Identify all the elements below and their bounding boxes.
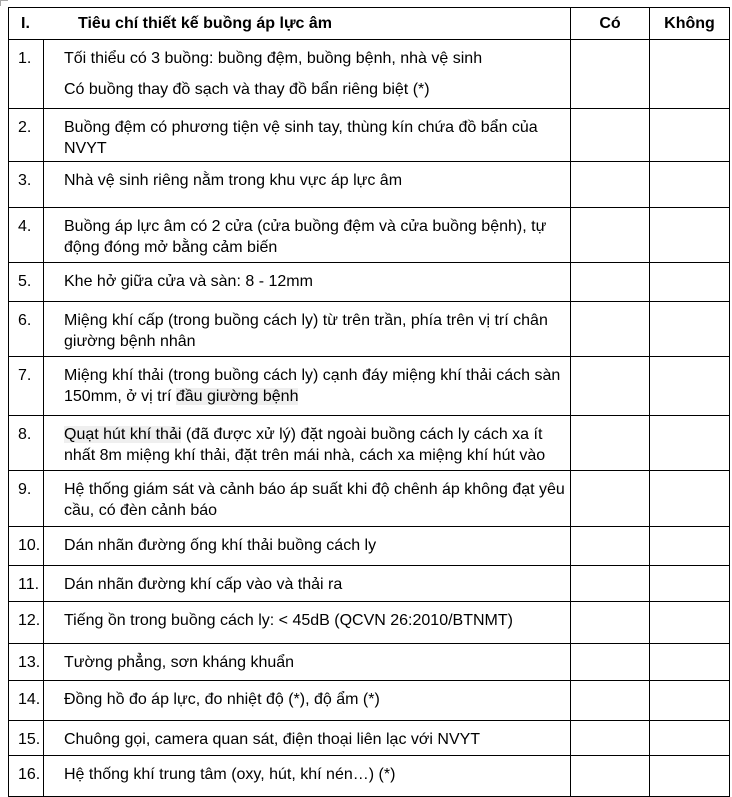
- criteria-text: Quạt hút khí thải (đã được xử lý) đặt ngoài buồng cách ly cách xa ít nhất 8m miệng khí thải, đặt trên mái nhà, cách xa miệng khí hút vào: [44, 416, 571, 471]
- criteria-row: [9, 416, 730, 471]
- row-number: 5.: [9, 263, 44, 302]
- criteria-row: [9, 162, 730, 208]
- criteria-text: Hệ thống giám sát và cảnh báo áp suất khi độ chênh áp không đạt yêu cầu, có đèn cảnh báo: [44, 471, 571, 527]
- row-number: 15.: [9, 721, 44, 756]
- row-number: 1.: [9, 40, 44, 109]
- criteria-row: [9, 109, 730, 162]
- row-number: 8.: [9, 416, 44, 471]
- yes-answer-cell[interactable]: [571, 602, 650, 644]
- criteria-row: [9, 471, 730, 527]
- criteria-text: Dán nhãn đường ống khí thải buồng cách ly: [44, 527, 571, 566]
- criteria-row: [9, 644, 730, 681]
- yes-answer-cell[interactable]: [571, 109, 650, 162]
- column-header-no: Không: [650, 8, 730, 40]
- yes-answer-cell[interactable]: [571, 162, 650, 208]
- yes-answer-cell[interactable]: [571, 721, 650, 756]
- no-answer-cell[interactable]: [650, 208, 730, 263]
- yes-answer-cell[interactable]: [571, 357, 650, 416]
- row-number: 9.: [9, 471, 44, 527]
- no-answer-cell[interactable]: [650, 471, 730, 527]
- criteria-text: Dán nhãn đường khí cấp vào và thải ra: [44, 566, 571, 602]
- criteria-text: Buồng áp lực âm có 2 cửa (cửa buồng đệm và cửa buồng bệnh), tự động đóng mở bằng cảm biến: [44, 208, 571, 263]
- criteria-row: [9, 208, 730, 263]
- criteria-text: Tiếng ồn trong buồng cách ly: < 45dB (QCVN 26:2010/BTNMT): [44, 602, 571, 644]
- row-number: 13.: [9, 644, 44, 681]
- page-title: Tiêu chí thiết kế buồng áp lực âm: [78, 15, 332, 32]
- no-answer-cell[interactable]: [650, 566, 730, 602]
- header-title-cell: [9, 8, 571, 40]
- section-number: I.: [21, 15, 30, 32]
- row-number: 10.: [9, 527, 44, 566]
- yes-answer-cell[interactable]: [571, 756, 650, 797]
- row-number: 2.: [9, 109, 44, 162]
- yes-answer-cell[interactable]: [571, 302, 650, 357]
- criteria-row: [9, 756, 730, 797]
- no-answer-cell[interactable]: [650, 302, 730, 357]
- criteria-text: Đồng hồ đo áp lực, đo nhiệt độ (*), độ ẩm (*): [44, 681, 571, 721]
- criteria-row: [9, 602, 730, 644]
- yes-answer-cell[interactable]: [571, 208, 650, 263]
- row-number: 14.: [9, 681, 44, 721]
- criteria-text: Tối thiểu có 3 buồng: buồng đệm, buồng bệnh, nhà vệ sinh Có buồng thay đồ sạch và thay đồ bẩn riêng biệt (*): [44, 40, 571, 109]
- row-number: 12.: [9, 602, 44, 644]
- yes-answer-cell[interactable]: [571, 263, 650, 302]
- no-answer-cell[interactable]: [650, 756, 730, 797]
- criteria-text: Buồng đệm có phương tiện vệ sinh tay, thùng kín chứa đồ bẩn của NVYT: [44, 109, 571, 162]
- criteria-text: Nhà vệ sinh riêng nằm trong khu vực áp lực âm: [44, 162, 571, 208]
- no-answer-cell[interactable]: [650, 263, 730, 302]
- no-answer-cell[interactable]: [650, 357, 730, 416]
- highlighted-text: đầu giường bệnh: [175, 388, 299, 405]
- no-answer-cell[interactable]: [650, 644, 730, 681]
- row-number: 6.: [9, 302, 44, 357]
- row-number: 3.: [9, 162, 44, 208]
- row-number: 11.: [9, 566, 44, 602]
- row-number: 16.: [9, 756, 44, 797]
- no-answer-cell[interactable]: [650, 162, 730, 208]
- criteria-text: Miệng khí cấp (trong buồng cách ly) từ trên trần, phía trên vị trí chân giường bệnh nhân: [44, 302, 571, 357]
- criteria-text: Chuông gọi, camera quan sát, điện thoại liên lạc với NVYT: [44, 721, 571, 756]
- criteria-row: [9, 302, 730, 357]
- criteria-row: [9, 721, 730, 756]
- no-answer-cell[interactable]: [650, 40, 730, 109]
- criteria-row: [9, 681, 730, 721]
- no-answer-cell[interactable]: [650, 721, 730, 756]
- highlighted-text: Quạt hút khí thải: [64, 426, 182, 443]
- criteria-row: [9, 566, 730, 602]
- no-answer-cell[interactable]: [650, 602, 730, 644]
- yes-answer-cell[interactable]: [571, 566, 650, 602]
- table-header-row: [9, 8, 730, 40]
- criteria-row: [9, 357, 730, 416]
- criteria-row: [9, 527, 730, 566]
- row-number: 4.: [9, 208, 44, 263]
- page-corner-artifact: [0, 0, 8, 6]
- criteria-text: Miệng khí thải (trong buồng cách ly) cạnh đáy miệng khí thải cách sàn 150mm, ở vị trí đầu giường bệnh: [44, 357, 571, 416]
- no-answer-cell[interactable]: [650, 109, 730, 162]
- yes-answer-cell[interactable]: [571, 527, 650, 566]
- yes-answer-cell[interactable]: [571, 416, 650, 471]
- criteria-text: Khe hở giữa cửa và sàn: 8 - 12mm: [44, 263, 571, 302]
- yes-answer-cell[interactable]: [571, 40, 650, 109]
- no-answer-cell[interactable]: [650, 527, 730, 566]
- criteria-text: Hệ thống khí trung tâm (oxy, hút, khí nén…) (*): [44, 756, 571, 797]
- criteria-text: Tường phẳng, sơn kháng khuẩn: [44, 644, 571, 681]
- yes-answer-cell[interactable]: [571, 681, 650, 721]
- yes-answer-cell[interactable]: [571, 471, 650, 527]
- criteria-row: [9, 263, 730, 302]
- criteria-row: [9, 40, 730, 109]
- no-answer-cell[interactable]: [650, 416, 730, 471]
- column-header-yes: Có: [571, 8, 650, 40]
- row-number: 7.: [9, 357, 44, 416]
- no-answer-cell[interactable]: [650, 681, 730, 721]
- yes-answer-cell[interactable]: [571, 644, 650, 681]
- checklist-table: [8, 7, 730, 797]
